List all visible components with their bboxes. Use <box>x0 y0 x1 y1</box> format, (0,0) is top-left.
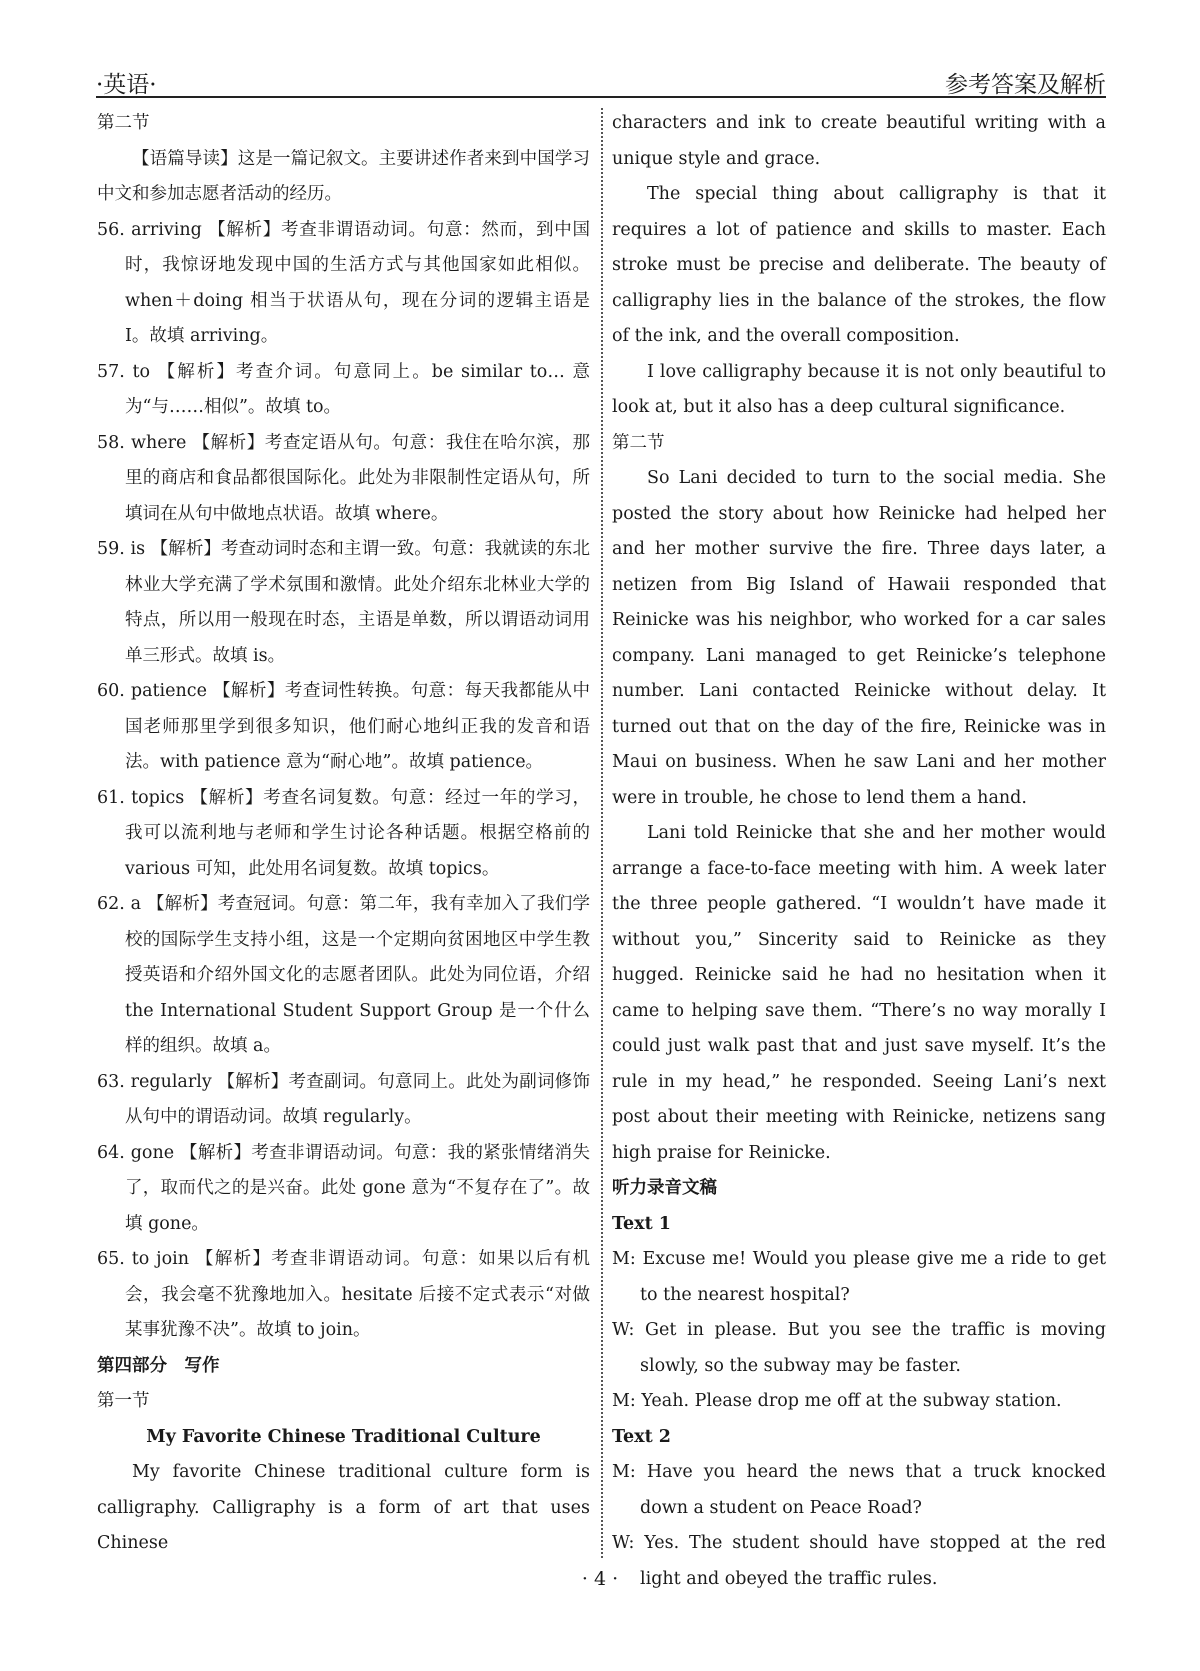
left-column-paragraph: 59. is 【解析】考查动词时态和主谓一致。句意：我就读的东北林业大学充满了学术氛围和激情。此处介绍东北林业大学的特点，所以用一般现在时态，主语是单数，所以谓语动词用单三形式。故填 is。 <box>97 539 590 666</box>
section-title: 参考答案及解析 <box>945 72 1106 98</box>
right-column-paragraph: M: Yeah. Please drop me off at the subway station. <box>612 1391 1062 1411</box>
left-column-paragraph: My Favorite Chinese Traditional Culture <box>146 1426 541 1447</box>
right-column-paragraph: characters and ink to create beautiful writing with a unique style and grace. <box>612 113 1106 169</box>
left-column-paragraph: 【语篇导读】这是一篇记叙文。主要讲述作者来到中国学习中文和参加志愿者活动的经历。 <box>97 148 590 204</box>
left-column-paragraph: 第四部分 写作 <box>97 1355 220 1376</box>
left-column-paragraph: 第一节 <box>97 1391 150 1411</box>
left-column-paragraph: 57. to 【解析】考查介词。句意同上。be similar to… 意为“与……相似”。故填 to。 <box>97 361 590 417</box>
left-column-paragraph: My favorite Chinese traditional culture form is calligraphy. Calligraphy is a form of art that uses Chinese <box>97 1462 590 1553</box>
left-column-paragraph: 58. where 【解析】考查定语从句。句意：我住在哈尔滨，那里的商店和食品都很国际化。此处为非限制性定语从句，所填词在从句中做地点状语。故填 where。 <box>97 432 590 524</box>
subject-label: ·英语· <box>96 72 157 98</box>
left-column-paragraph: 60. patience 【解析】考查词性转换。句意：每天我都能从中国老师那里学到很多知识，他们耐心地纠正我的发音和语法。with patience 意为“耐心地”。故填 patience。 <box>97 681 590 772</box>
left-column <box>97 106 590 1562</box>
left-column-paragraph: 65. to join 【解析】考查非谓语动词。句意：如果以后有机会，我会毫不犹豫地加入。hesitate 后接不定式表示“对做某事犹豫不决”。故填 to join。 <box>97 1249 590 1340</box>
left-column-paragraph: 64. gone 【解析】考查非谓语动词。句意：我的紧张情绪消失了，取而代之的是兴奋。此处 gone 意为“不复存在了”。故填 gone。 <box>97 1142 590 1234</box>
right-column-paragraph: Lani told Reinicke that she and her mother would arrange a face-to-face meeting with him. A week later the three people gathered. “I wouldn’t have made it without you,” Sincerity said to Reinicke as they hugged. Reinicke said he had no hesitation when it came to helping save them. “There’s no way morally I could just walk past that and just save myself. It’s the rule in my head,” he responded. Seeing Lani’s next post about their meeting with Reinicke, netizens sang high praise for Reinicke. <box>612 823 1106 1163</box>
right-column-paragraph: W: Yes. The student should have stopped at the red light and obeyed the traffic rules. <box>612 1533 1106 1589</box>
right-column-paragraph: 听力录音文稿 <box>612 1178 717 1198</box>
right-column-paragraph: W: Get in please. But you see the traffic is moving slowly, so the subway may be faster. <box>612 1320 1106 1376</box>
right-column-paragraph: The special thing about calligraphy is that it requires a lot of patience and skills to master. Each stroke must be precise and deliberate. The beauty of calligraphy lies in the balance of the strokes, the flow of the ink, and the overall composition. <box>612 184 1106 346</box>
page-number: · 4 · <box>581 1568 619 1590</box>
left-column-paragraph: 第二节 <box>97 113 150 133</box>
right-column-paragraph: M: Excuse me! Would you please give me a ride to get to the nearest hospital? <box>612 1249 1106 1305</box>
right-column-paragraph: M: Have you heard the news that a truck knocked down a student on Peace Road? <box>612 1462 1106 1518</box>
left-column-paragraph: 63. regularly 【解析】考查副词。句意同上。此处为副词修饰从句中的谓语动词。故填 regularly。 <box>97 1071 590 1127</box>
left-column-paragraph: 61. topics 【解析】考查名词复数。句意：经过一年的学习，我可以流利地与老师和学生讨论各种话题。根据空格前的 various 可知，此处用名词复数。故填 topics。 <box>97 787 590 879</box>
right-column-paragraph: 第二节 <box>612 432 665 453</box>
right-column-paragraph: Text 2 <box>612 1426 671 1447</box>
right-column-paragraph: Text 1 <box>612 1213 671 1234</box>
right-column-paragraph: I love calligraphy because it is not only beautiful to look at, but it also has a deep cultural significance. <box>612 361 1106 417</box>
column-divider <box>601 108 603 1558</box>
left-column-paragraph: 56. arriving 【解析】考查非谓语动词。句意：然而，到中国时，我惊讶地发现中国的生活方式与其他国家如此相似。when＋doing 相当于状语从句，现在分词的逻辑主语是 I。故填 arriving。 <box>97 219 590 346</box>
page-header <box>96 62 1106 98</box>
right-column-paragraph: So Lani decided to turn to the social media. She posted the story about how Reinicke had helped her and her mother survive the fire. Three days later, a netizen from Big Island of Hawaii responded that Reinicke was his neighbor, who worked for a car sales company. Lani managed to get Reinicke’s telephone number. Lani contacted Reinicke without delay. It turned out that on the day of the fire, Reinicke was in Maui on business. When he saw Lani and her mother were in trouble, he chose to lend them a hand. <box>612 468 1106 808</box>
left-column-paragraph: 62. a 【解析】考查冠词。句意：第二年，我有幸加入了我们学校的国际学生支持小组，这是一个定期向贫困地区中学生教授英语和介绍外国文化的志愿者团队。此处为同位语，介绍 the International Student Support Group 是一个什么样的组织。故填 a。 <box>97 894 590 1056</box>
right-column <box>612 106 1106 1597</box>
